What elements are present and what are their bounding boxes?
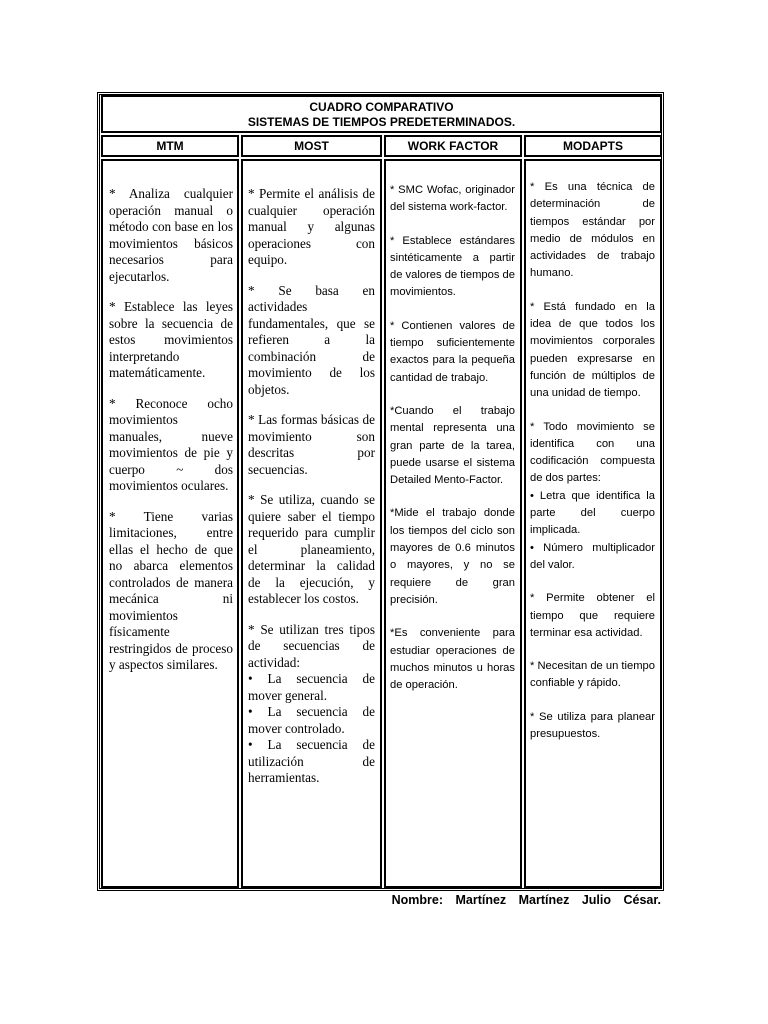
- modapts-paragraph: * Es una técnica de determinación de tiempos estándar por medio de módulos en actividades de trabajo humano.: [530, 181, 655, 280]
- work-factor-paragraph: * Establece estándares sintéticamente a partir de valores de tiempos de movimientos.: [390, 234, 516, 299]
- most-paragraph: * Se utilizan tres tipos de secuencias de actividad:: [248, 621, 375, 670]
- column-work-factor: [384, 159, 522, 888]
- column-mtm: [101, 159, 239, 888]
- mtm-paragraph: * Establece las leyes sobre la secuencia de estos movimientos interpretando matemáticamente.: [109, 299, 233, 380]
- work-factor-paragraph: *Cuando el trabajo mental representa una gran parte de la tarea, puede usarse el sistema Detailed Mento-Factor.: [390, 404, 515, 487]
- modapts-bullet: • Número multiplicador del valor.: [530, 541, 655, 571]
- most-paragraph: * Se basa en actividades fundamentales, que se refieren a la combinación de movimiento de los objetos.: [248, 282, 375, 397]
- header-modapts: MODAPTS: [524, 135, 662, 157]
- mtm-paragraph: * Reconoce ocho movimientos manuales, nueve movimientos de pie y cuerpo ~ dos movimientos oculares.: [109, 395, 233, 493]
- most-bullet: • La secuencia de mover controlado.: [248, 704, 375, 736]
- mtm-paragraph: * Analiza cualquier operación manual o método con base en los movimientos básicos necesarios para ejecutarlos.: [109, 186, 233, 284]
- title-line-2: SISTEMAS DE TIEMPOS PREDETERMINADOS.: [247, 115, 516, 129]
- most-bullet: • La secuencia de mover general.: [248, 671, 375, 703]
- most-paragraph: * Se utiliza, cuando se quiere saber el tiempo requerido para cumplir el planeamiento, determinar la calidad de la ejecución, y establecer los costos.: [248, 492, 375, 606]
- header-work-factor: WORK FACTOR: [384, 135, 522, 157]
- work-factor-paragraph: *Es conveniente para estudiar operaciones de muchos minutos u horas de operación.: [390, 627, 515, 692]
- work-factor-paragraph: *Mide el trabajo donde los tiempos del ciclo son mayores de 0.6 minutos o mayores, y no se requiere de gran precisión.: [390, 507, 515, 606]
- most-bullet: • La secuencia de utilización de herramientas.: [248, 737, 375, 785]
- modapts-bullet: • Letra que identifica la parte del cuerpo implicada.: [530, 489, 655, 537]
- modapts-paragraph: * Permite obtener el tiempo que requiere terminar esa actividad.: [530, 592, 655, 639]
- modapts-paragraph: * Necesitan de un tiempo confiable y rápido.: [530, 660, 656, 690]
- work-factor-paragraph: * Contienen valores de tiempo suficientemente exactos para la pequeña cantidad de trabajo.: [390, 319, 515, 384]
- modapts-paragraph: * Se utiliza para planear presupuestos.: [530, 710, 655, 741]
- title-line-1: CUADRO COMPARATIVO: [309, 100, 454, 114]
- modapts-paragraph: * Está fundado en la idea de que todos los movimientos corporales pueden expresarse en función de múltiplos de una unidad de tiempo.: [530, 300, 655, 400]
- header-most: MOST: [241, 135, 382, 157]
- column-modapts: [524, 159, 662, 888]
- most-paragraph: * Las formas básicas de movimiento son descritas por secuencias.: [248, 412, 375, 477]
- mtm-paragraph: * Tiene varias limitaciones, entre ellas el hecho de que no abarca elementos controlados de manera mecánica ni movimientos físicamente restringidos de proceso y aspectos similares.: [109, 508, 233, 672]
- modapts-paragraph: * Todo movimiento se identifica con una codificación compuesta de dos partes:: [530, 420, 655, 485]
- most-paragraph: * Permite el análisis de cualquier operación manual y algunas operaciones con equipo.: [248, 186, 375, 267]
- column-most: [241, 159, 382, 888]
- header-mtm: MTM: [101, 135, 239, 157]
- work-factor-paragraph: * SMC Wofac, originador del sistema work-factor.: [390, 184, 515, 214]
- table-title: [101, 95, 662, 133]
- author-name: Nombre: Martínez Martínez Julio César.: [391, 893, 661, 907]
